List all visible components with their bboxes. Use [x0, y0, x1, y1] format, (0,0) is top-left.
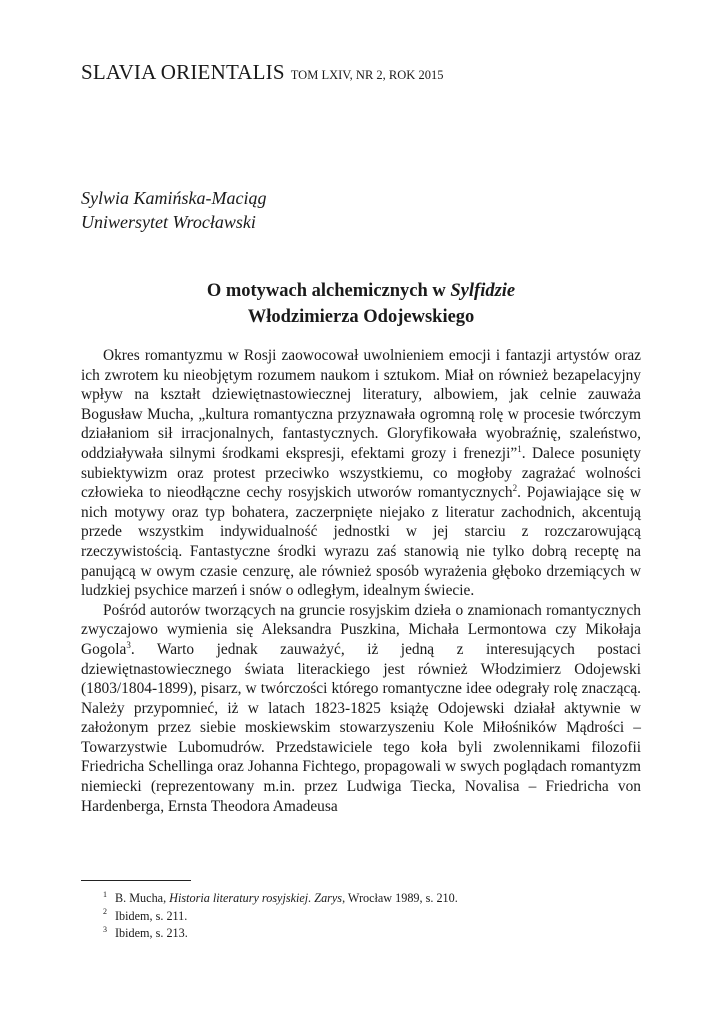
footnote-1: $^1$ B. Mucha, Historia literatury rosyjskiej. Zarys, Wrocław 1989, s. 210. — [103, 889, 458, 905]
footnote-ref[interactable]: 1 — [517, 443, 522, 454]
journal-details: TOM LXIV, NR 2, ROK 2015 — [290, 68, 444, 82]
author-block — [81, 186, 266, 234]
title-italic: Sylfidzie — [450, 281, 516, 301]
footnote-ref[interactable]: 2 — [512, 483, 518, 494]
author-name: Sylwia Kamińska-Maciąg — [81, 188, 267, 208]
journal-name: SLAVIA ORIENTALIS — [81, 60, 285, 84]
paragraph-2: Pośród autorów tworzących na gruncie rosyjskim dzieła o znamionach romantycznych zwyczajowo wymienia się Aleksandra Puszkina, Michała Lermontowa czy Mikołaja Gogola$^3$. Warto jednak zauważyć, iż jedną z interesujących postaci dziewiętnastowiecznego świata literackiego jest również Włodzimierz Odojewski (1803/1804-1899), pisarz, w twórczości którego romantyczne idee odegrały rolę znaczącą. Należy przypomnieć, iż w latach 1823-1825 książę Odojewski działał aktywnie w założonym przez siebie moskiewskim stowarzyszeniu Kole Miłośników Mądrości – Towarzystwie Lubomudrów. Przedstawiciele tego koła byli zwolennikami filozofii Friedricha Schellinga oraz Johanna Fichtego, propagowali w swych poglądach romantyzm niemiecki (reprezentowany m.in. przez Ludwiga Tiecka, Novalisa – Friedricha von Hardenberga, Ernsta Theodora Amadeusa — [81, 601, 641, 815]
title-line-1: O motywach alchemicznych w Sylfidzie — [206, 281, 516, 301]
journal-header — [81, 60, 443, 85]
article-title — [81, 278, 641, 330]
author-affiliation: Uniwersytet Wrocławski — [81, 212, 256, 232]
footnote-2: $^2$ Ibidem, s. 211. — [103, 907, 188, 923]
footnote-ref[interactable]: 3 — [126, 639, 131, 650]
footnote-divider — [81, 880, 191, 881]
footnote-3: $^3$ Ibidem, s. 213. — [103, 924, 188, 940]
title-line-2: Włodzimierza Odojewskiego — [247, 307, 475, 327]
footnotes — [103, 890, 458, 943]
paragraph-1: Okres romantyzmu w Rosji zaowocował uwolnieniem emocji i fantazji artystów oraz ich zwrotem ku nieobjętym rozumem naukom i sztukom. Miał on również bezapelacyjny wpływ na kształt dziewiętnastowiecznej literatury, albowiem, jak celnie zauważa Bogusław Mucha, „kultura romantyczna przyznawała ogromną rolę w procesie twórczym działaniom sił irracjonalnych, fantastycznych. Gloryfikowała wyobraźnię, szaleństwo, oddziaływała silnymi środkami ekspresji, efektami grozy i frenezji”$^1$. Dalece posunięty subiektywizm oraz protest przeciwko wszystkiemu, co mogłoby zagrażać wolności człowieka to nieodłączne cechy rosyjskich utworów romantycznych$^2$. Pojawiające się w nich motywy oraz typ bohatera, zaczerpnięte niejako z literatur zachodnich, akcentują przede wszystkim indywidualność jednostki w jej starciu z rozczarowującą rzeczywistością. Fantastyczne środki wyrazu zaś stanowią nie tylko dobrą receptę na panującą w owym czasie cenzurę, ale również sposób wyrażenia głęboko drzemiących w ludzkiej psychice marzeń i snów o odległym, idealnym świecie. — [81, 347, 641, 600]
article-body — [81, 346, 641, 816]
